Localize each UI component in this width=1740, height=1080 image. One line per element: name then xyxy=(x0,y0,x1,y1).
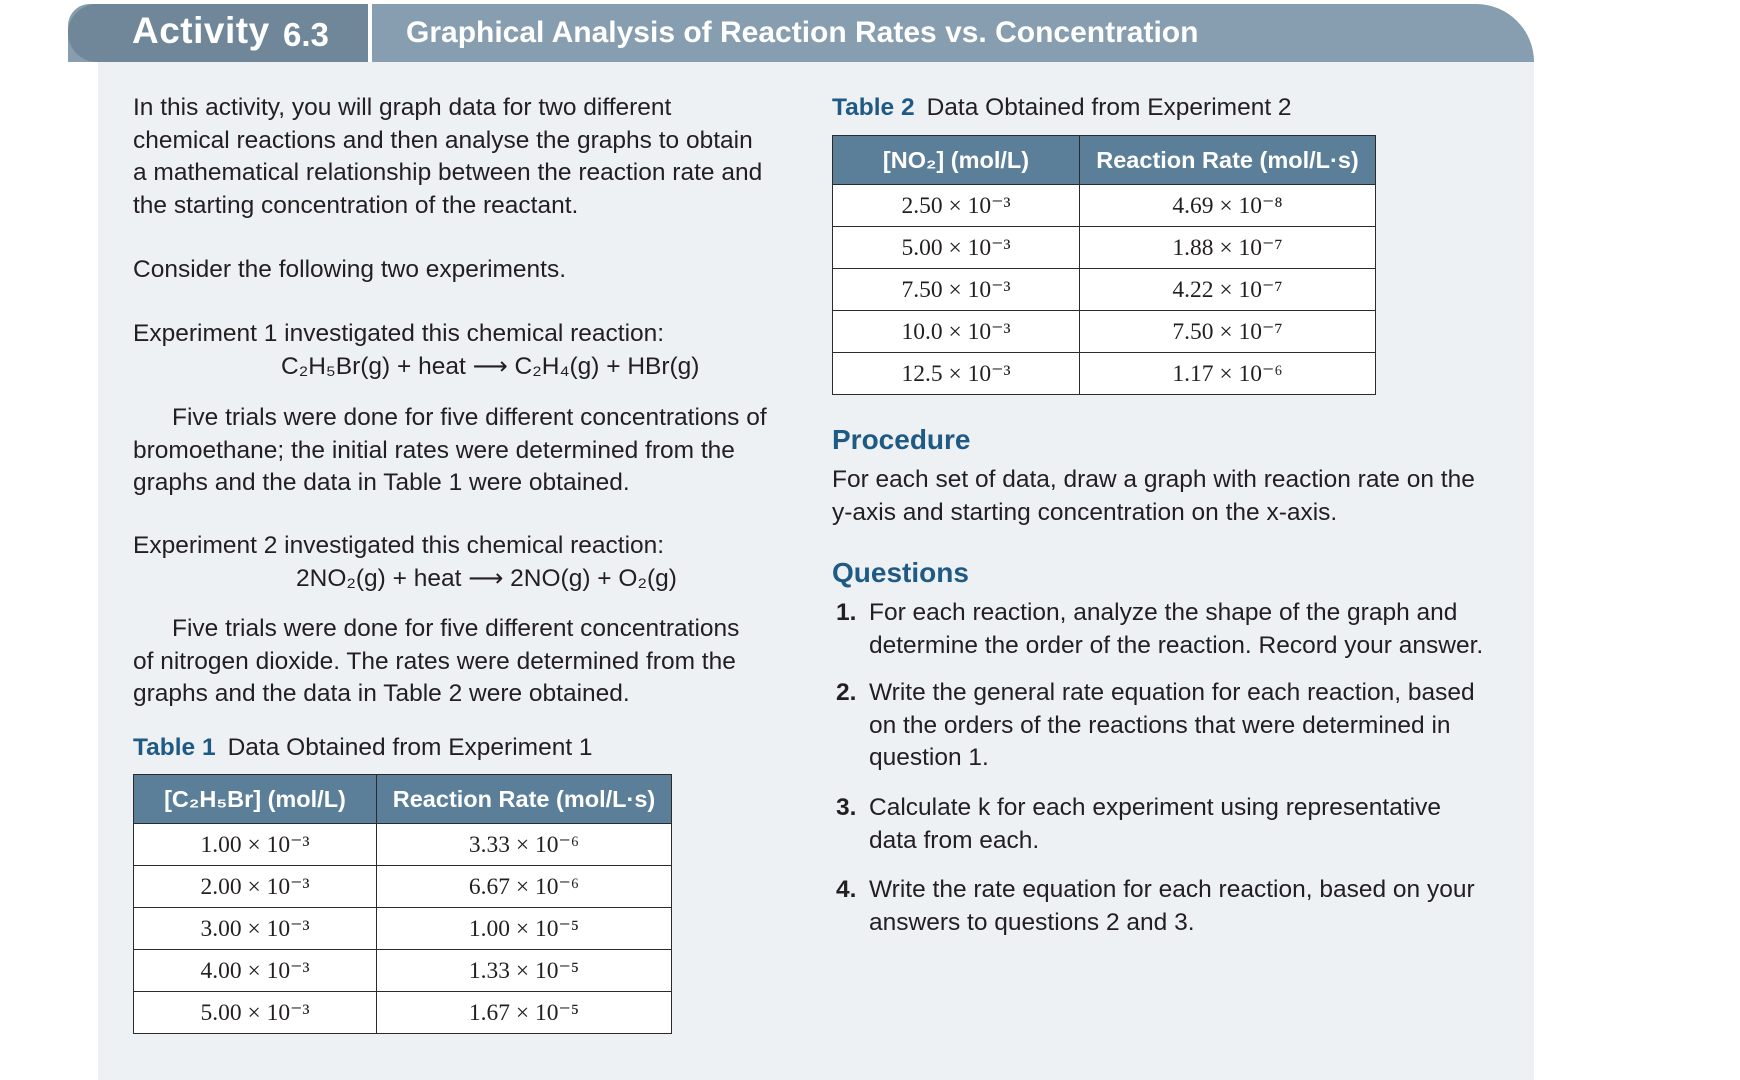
description-line: graphs and the data in Table 1 were obtained. xyxy=(133,469,630,496)
table-cell: 2.50 × 10⁻³ xyxy=(833,185,1080,227)
question-text xyxy=(869,597,1529,662)
table-row xyxy=(134,950,672,992)
question-number: 1. xyxy=(836,599,857,626)
table2 xyxy=(832,135,1376,395)
question-number: 4. xyxy=(836,876,857,903)
table2-caption xyxy=(832,93,1292,123)
table-cell: 4.69 × 10⁻⁸ xyxy=(1080,185,1376,227)
question-text xyxy=(869,874,1529,939)
table-cell: 7.50 × 10⁻⁷ xyxy=(1080,311,1376,353)
description-line: Five trials were done for five different concentrations of xyxy=(172,404,767,431)
question-line: on the orders of the reactions that were determined in xyxy=(869,711,1451,739)
intro-line: the starting concentration of the reactant. xyxy=(133,191,579,219)
table-cell: 2.00 × 10⁻³ xyxy=(134,866,377,908)
table-row xyxy=(134,992,672,1034)
table-row xyxy=(833,185,1376,227)
table-row xyxy=(833,227,1376,269)
column-header: Reaction Rate (mol/L·s) xyxy=(377,775,672,824)
table1-label: Table 1 xyxy=(133,734,216,761)
experiment2-description xyxy=(133,613,739,711)
experiment2-equation: 2NO₂(g) + heat ⟶ 2NO(g) + O₂(g) xyxy=(296,565,677,592)
intro-line: chemical reactions and then analyse the graphs to obtain xyxy=(133,126,753,154)
table-header-row xyxy=(833,136,1376,185)
column-header: [C₂H₅Br] (mol/L) xyxy=(134,775,377,824)
experiment1-description xyxy=(133,402,767,500)
description-line: bromoethane; the initial rates were determined from the xyxy=(133,436,735,464)
procedure-heading: Procedure xyxy=(832,424,971,455)
table-cell: 1.17 × 10⁻⁶ xyxy=(1080,353,1376,395)
procedure-text xyxy=(832,464,1475,529)
table1-caption xyxy=(133,733,593,763)
table-header-row xyxy=(134,775,672,824)
question-line: question 1. xyxy=(869,744,989,771)
column-header: Reaction Rate (mol/L·s) xyxy=(1080,136,1376,185)
table-cell: 1.67 × 10⁻⁵ xyxy=(377,992,672,1034)
activity-label: Activity xyxy=(132,10,270,51)
question-line: data from each. xyxy=(869,826,1040,854)
table-cell: 1.33 × 10⁻⁵ xyxy=(377,950,672,992)
table-row xyxy=(134,866,672,908)
table-cell: 7.50 × 10⁻³ xyxy=(833,269,1080,311)
experiment1-equation: C₂H₅Br(g) + heat ⟶ C₂H₄(g) + HBr(g) xyxy=(281,353,700,380)
procedure-line: y-axis and starting concentration on the x-axis. xyxy=(832,498,1338,526)
table-row xyxy=(833,269,1376,311)
table-row xyxy=(833,353,1376,395)
experiment2-intro: Experiment 2 investigated this chemical reaction: xyxy=(133,532,665,559)
table-cell: 1.00 × 10⁻⁵ xyxy=(377,908,672,950)
table-row xyxy=(134,908,672,950)
question-line: determine the order of the reaction. Record your answer. xyxy=(869,631,1484,659)
question-number: 2. xyxy=(836,679,857,706)
column-header: [NO₂] (mol/L) xyxy=(833,136,1080,185)
question-number: 3. xyxy=(836,794,857,821)
table-cell: 1.88 × 10⁻⁷ xyxy=(1080,227,1376,269)
activity-title: Graphical Analysis of Reaction Rates vs. Concentration xyxy=(406,16,1199,49)
table-cell: 4.00 × 10⁻³ xyxy=(134,950,377,992)
activity-number: 6.3 xyxy=(283,16,329,53)
experiment1-intro: Experiment 1 investigated this chemical reaction: xyxy=(133,320,665,347)
intro-line: a mathematical relationship between the reaction rate and xyxy=(133,159,763,186)
question-line: For each reaction, analyze the shape of the graph and xyxy=(869,599,1458,626)
question-line: Calculate k for each experiment using representative xyxy=(869,794,1441,821)
description-line: graphs and the data in Table 2 were obtained. xyxy=(133,680,630,707)
intro-line: In this activity, you will graph data for two different xyxy=(133,94,672,121)
table-row xyxy=(134,824,672,866)
table1-caption-text: Data Obtained from Experiment 1 xyxy=(227,734,593,761)
table-cell: 5.00 × 10⁻³ xyxy=(134,992,377,1034)
question-line: Write the rate equation for each reaction, based on your xyxy=(869,876,1475,903)
questions-heading: Questions xyxy=(832,557,969,588)
table-cell: 6.67 × 10⁻⁶ xyxy=(377,866,672,908)
table-cell: 1.00 × 10⁻³ xyxy=(134,824,377,866)
question-text xyxy=(869,792,1529,857)
table-cell: 5.00 × 10⁻³ xyxy=(833,227,1080,269)
consider-text: Consider the following two experiments. xyxy=(133,256,567,283)
header-divider xyxy=(368,4,372,62)
description-line: Five trials were done for five different concentrations xyxy=(172,615,740,642)
table1 xyxy=(133,774,672,1034)
table2-label: Table 2 xyxy=(832,94,915,121)
table-cell: 3.00 × 10⁻³ xyxy=(134,908,377,950)
table-row xyxy=(833,311,1376,353)
table-cell: 4.22 × 10⁻⁷ xyxy=(1080,269,1376,311)
table-cell: 10.0 × 10⁻³ xyxy=(833,311,1080,353)
table-cell: 12.5 × 10⁻³ xyxy=(833,353,1080,395)
intro-paragraph xyxy=(133,92,762,222)
procedure-line: For each set of data, draw a graph with reaction rate on the xyxy=(832,466,1475,493)
question-text xyxy=(869,677,1529,775)
table2-caption-text: Data Obtained from Experiment 2 xyxy=(926,94,1292,121)
question-line: answers to questions 2 and 3. xyxy=(869,908,1195,936)
question-line: Write the general rate equation for each reaction, based xyxy=(869,679,1475,706)
table-cell: 3.33 × 10⁻⁶ xyxy=(377,824,672,866)
description-line: of nitrogen dioxide. The rates were determined from the xyxy=(133,647,736,675)
